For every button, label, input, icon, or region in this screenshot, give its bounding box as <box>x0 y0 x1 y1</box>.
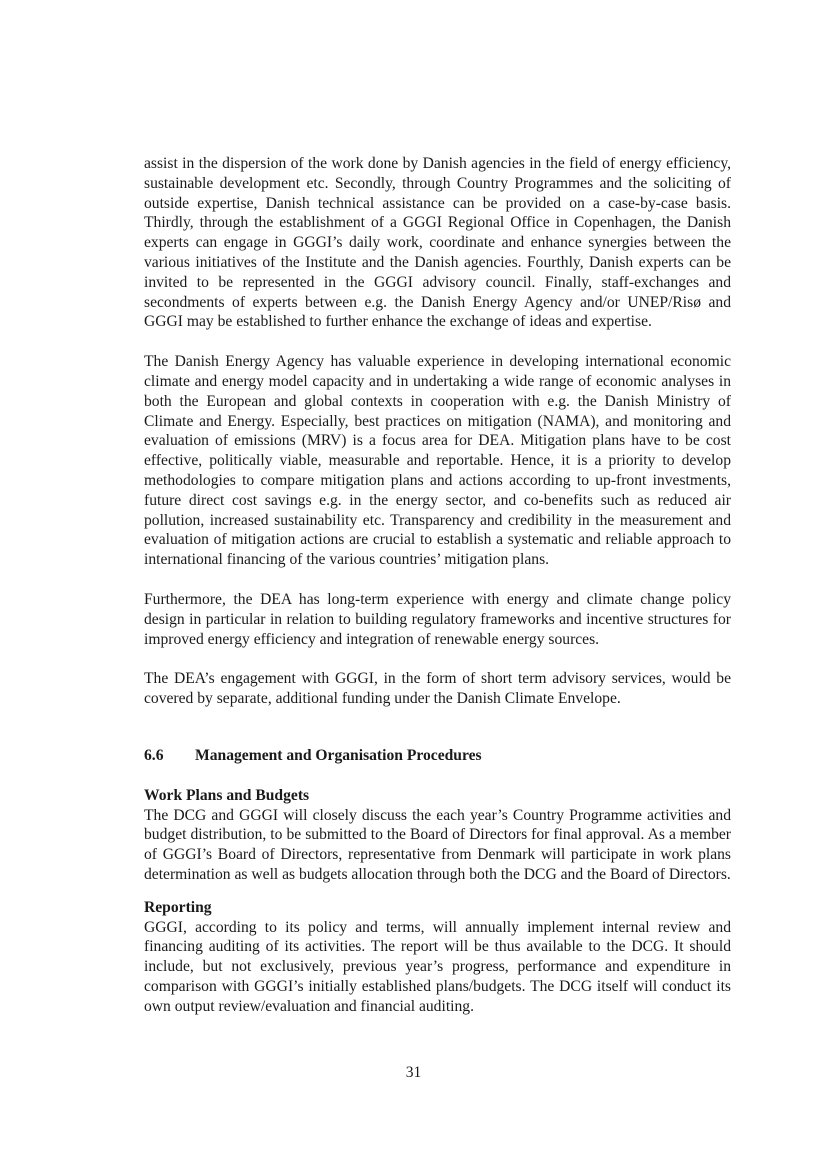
section-title: Management and Organisation Procedures <box>195 746 482 764</box>
subsection-reporting <box>144 898 731 1017</box>
subsection-heading-work-plans: Work Plans and Budgets <box>144 786 310 804</box>
subsection-heading-reporting: Reporting <box>144 898 212 916</box>
subsection-work-plans <box>144 786 731 885</box>
page-number: 31 <box>405 1064 422 1081</box>
subsection-text-reporting: GGGI, according to its policy and terms, will annually implement internal review and financing auditing of its activities. The report will be thus available to the DCG. It should include, but not exclusively, previous year’s progress, performance and expenditure in comparison with GGGI’s initially established plans/budgets. The DCG itself will conduct its own output review/evaluation and financial auditing. <box>144 918 731 1015</box>
body-paragraph-3: Furthermore, the DEA has long-term experience with energy and climate change policy design in particular in relation to building regulatory frameworks and incentive structures for improved energy efficiency and integration of renewable energy sources. <box>144 590 731 648</box>
body-paragraph-4: The DEA’s engagement with GGGI, in the form of short term advisory services, would be covered by separate, additional funding under the Danish Climate Envelope. <box>144 670 731 708</box>
subsection-text-work-plans: The DCG and GGGI will closely discuss the each year’s Country Programme activities and budget distribution, to be submitted to the Board of Directors for final approval. As a member of GGGI’s Board of Directors, representative from Denmark will participate in work plans determination as well as budgets allocation through both the DCG and the Board of Directors. <box>144 806 731 883</box>
section-heading <box>144 746 731 766</box>
body-paragraph-1: assist in the dispersion of the work done by Danish agencies in the field of energy efficiency, sustainable development etc. Secondly, through Country Programmes and the soliciting of outside expertise, Danish technical assistance can be provided on a case-by-case basis. Thirdly, through the establishment of a GGGI Regional Office in Copenhagen, the Danish experts can engage in GGGI’s daily work, coordinate and enhance synergies between the various initiatives of the Institute and the Danish agencies. Fourthly, Danish experts can be invited to be represented in the GGGI advisory council. Finally, staff-exchanges and secondments of experts between e.g. the Danish Energy Agency and/or UNEP/Risø and GGGI may be established to further enhance the exchange of ideas and expertise. <box>144 155 731 331</box>
page-content <box>144 154 731 1029</box>
section-number: 6.6 <box>144 746 164 764</box>
body-paragraph-2: The Danish Energy Agency has valuable experience in developing international economic climate and energy model capacity and in undertaking a wide range of economic analyses in both the European and global contexts in cooperation with e.g. the Danish Ministry of Climate and Energy. Especially, best practices on mitigation (NAMA), and monitoring and evaluation of emissions (MRV) is a focus area for DEA. Mitigation plans have to be cost effective, politically viable, measurable and reportable. Hence, it is a priority to develop methodologies to compare mitigation plans and actions according to up-front investments, future direct cost savings e.g. in the energy sector, and co-benefits such as reduced air pollution, increased sustainability etc. Transparency and credibility in the measurement and evaluation of mitigation actions are crucial to establish a systematic and reliable approach to international financing of the various countries’ mitigation plans. <box>144 353 731 569</box>
